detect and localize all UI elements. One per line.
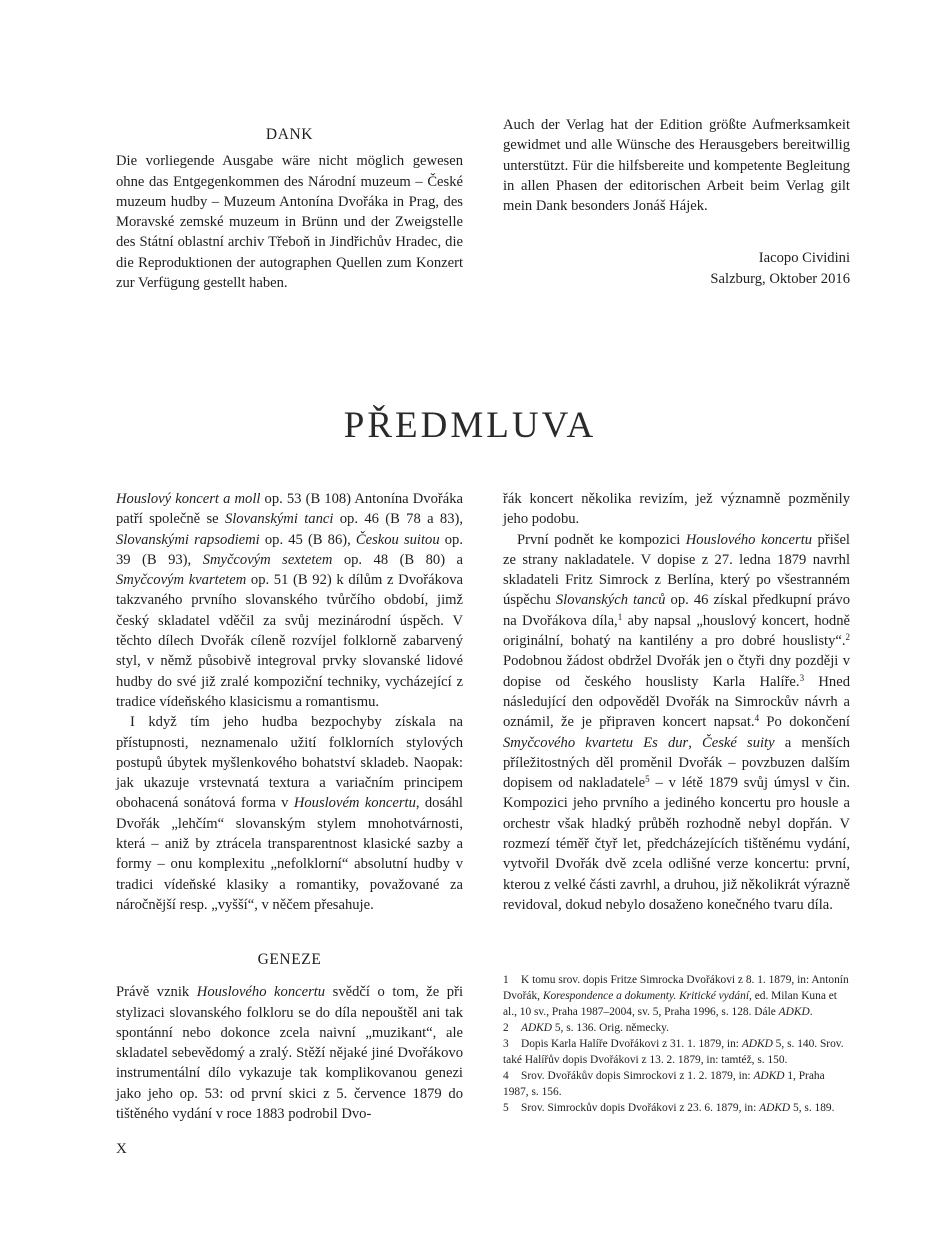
page-title: PŘEDMLUVA <box>343 405 597 446</box>
geneze-heading: GENEZE <box>257 951 322 968</box>
predmluva-paragraph-1: Houslový koncert a moll op. 53 (B 108) Antonína Dvořáka patří společně se Slovanskými tanci op. 46 (B 78 a 83), Slovanskými rapsodiemi op. 45 (B 86), Českou suitou op. 39 (B 93), Smyčcovým sextetem op. 48 (B 80) a Smyčcovým kvartetem op. 51 (B 92) k dílům z Dvořákova takzvaného prvního slovanského tvůrčího období, jimž český skladatel vděčil za svůj mezinárodní úspěch. V těchto dílech Dvořák cíleně rozvíjel folklorně zabarvený styl, v němž působivě integroval prvky slovanské lidové hudby do své již zralé kompoziční techniky, vycházející z tradice vídeňského klasicismu a romantismu. <box>116 491 464 710</box>
dank-continuation <box>503 115 850 289</box>
footnote-ref-5[interactable]: 5 <box>645 774 650 785</box>
dank-paragraph: Die vorliegende Ausgabe wäre nicht möglich gewesen ohne das Entgegenkommen des Národní muzeum – České muzeum hudby – Muzeum Antonína Dvořáka in Prag, des Moravské zemské muzeum in Brünn und der Zweigstelle des Státní oblastní archiv Třeboň in Jindřichův Hradec, die die Reproduktionen der autographen Quellen zum Konzert zur Verfügung gestellt haben. <box>116 153 463 292</box>
footnote: 3 Dopis Karla Halíře Dvořákovi z 31. 1. 1879, in: ADKD 5, s. 140. Srov. také Halířův dopis Dvořákovi z 13. 2. 1879, in: tamtéž, s. 150. <box>503 1038 844 1066</box>
predmluva-left-column <box>116 489 463 915</box>
footnote: 5 Srov. Simrockův dopis Dvořákovi z 23. 6. 1879, in: ADKD 5, s. 189. <box>503 1102 835 1114</box>
page-number: X <box>116 1141 127 1157</box>
footnote-ref-4[interactable]: 4 <box>754 713 760 724</box>
dank-section <box>116 125 463 293</box>
footnote-ref-1[interactable]: 1 <box>617 611 623 622</box>
predmluva-paragraph-3: První podnět ke kompozici Houslového koncertu přišel ze strany nakladatele. V dopise z 27. ledna 1879 navrhl skladateli Fritz Simrock z Berlína, který po všestranném úspěchu Slovanských tanců op. 46 získal předkupní právo na Dvořákova díla,$^1$ aby napsal „houslový koncert, hodně originální, bohatý na kantilény a pro dobré houslisty“.$^2$ Podobnou žádost obdržel Dvořák jen o čtyři dny později v dopise od českého houslisty Karla Halíře.$^3$ Hned následující den odpověděl Dvořák na Simrockův návrh a oznámil, že je připraven koncert napsat.$^4$ Po dokončení Smyčcového kvartetu Es dur, České suity a menších příležitostných děl proměnil Dvořák – povzbuzen dalším dopisem od nakladatele$^5$ – v létě 1879 svůj úmysl v čin. Kompozici jeho prvního a jediného koncertu pro housle a orchestr však hladký průběh rozhodně nebyl dopřán. V rozmezí téměř čtyř let, předcházejících tištěnému vydání, vytvořil Dvořák dvě zcela odlišné verze koncertu: první, kterou z velké části zavrhl, a druhou, již několikrát výrazně revidoval, dokud nebylo dosaženo konečného tvaru díla. <box>503 531 850 913</box>
predmluva-continuation: řák koncert několika revizím, jež významně pozměnily jeho podobu. <box>503 491 850 528</box>
predmluva-paragraph-2: I když tím jeho hudba bezpochyby získala na přístupnosti, neznamenalo užití folklorních stylových postupů úbytek myšlenkového bohatství skladeb. Naopak: jak ukazuje vrstevnatá textura a variačním principem obohacená sonátová forma v Houslovém koncertu, dosáhl Dvořák „lehčím“ slovanským stylem mnohotvárnosti, která – aniž by ztrácela transparentnost klasické sazby a formy – onu komplexitu „nefolklorní“ absolutní hudby v tradici vídeňské klasiky a romantiky, považované za náročnější resp. „vyšší“, v něčem přesahuje. <box>116 714 463 913</box>
predmluva-right-column <box>503 489 850 915</box>
verlag-paragraph: Auch der Verlag hat der Edition größte Aufmerksamkeit gewidmet und alle Wünsche des Herausgebers bereitwillig unterstützt. Für die hilfsbereite und kompetente Begleitung in allen Phasen der editorischen Arbeit beim Verlag gilt mein Dank besonders Jonáš Hájek. <box>503 117 850 215</box>
geneze-paragraph: Právě vznik Houslového koncertu svědčí o tom, že při stylizaci slovanského folkloru se do díla nepouštěl ani tak spontánní nebo dokonce zcela naivní „muzikant“, ale skladatel sebevědomý a zralý. Stěží nějaké jiné Dvořákovo instrumentální dílo vykazuje tak komplikovanou genezi jako jeho op. 53: od první skici z 5. července 1879 do tištěného vydání v roce 1883 podrobil Dvo- <box>116 984 463 1123</box>
signature-place-date: Salzburg, Oktober 2016 <box>710 270 850 287</box>
dank-heading: DANK <box>265 126 314 143</box>
signature <box>503 248 850 289</box>
footnote: 4 Srov. Dvořákův dopis Simrockovi z 1. 2. 1879, in: ADKD 1, Praha 1987, s. 156. <box>503 1070 825 1098</box>
footnote-ref-2[interactable]: 2 <box>845 632 850 643</box>
geneze-section <box>116 950 463 1124</box>
footnote-ref-3[interactable]: 3 <box>799 672 805 683</box>
signature-name: Iacopo Cividini <box>758 250 850 267</box>
footnote: 1 K tomu srov. dopis Fritze Simrocka Dvořákovi z 8. 1. 1879, in: Antonín Dvořák, Korespondence a dokumenty. Kritické vydání, ed. Milan Kuna et al., 10 sv., Praha 1987–2004, sv. 5, Praha 1996, s. 128. Dále ADKD. <box>503 974 849 1018</box>
footnote: 2 ADKD 5, s. 136. Orig. německy. <box>503 1022 669 1034</box>
footnotes <box>503 972 850 1116</box>
